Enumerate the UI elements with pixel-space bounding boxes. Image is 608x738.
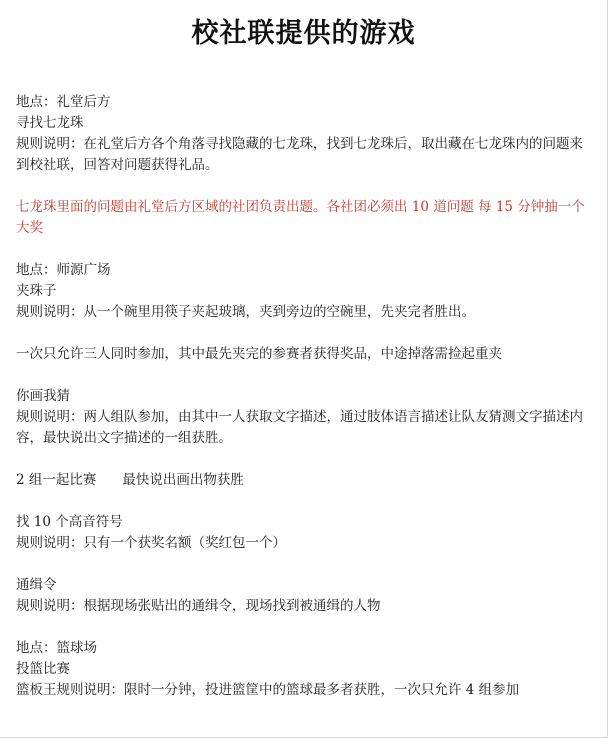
section-basketball xyxy=(16,638,590,701)
section-wanted xyxy=(16,575,590,617)
game-name: 通缉令 xyxy=(16,577,57,593)
rules-text: 规则说明：根据现场张贴出的通缉令，现场找到被通缉的人物 xyxy=(16,598,381,614)
page-title: 校社联提供的游戏 xyxy=(191,18,416,49)
game-name: 投篮比赛 xyxy=(16,661,70,677)
rules-text: 规则说明：从一个碗里用筷子夹起玻璃，夹到旁边的空碗里，先夹完者胜出。 xyxy=(16,304,475,320)
location-label: 地点：礼堂后方 xyxy=(16,94,111,110)
section-chopsticks xyxy=(16,260,590,323)
highlight-note: 七龙珠里面的问题由礼堂后方区域的社团负责出题。各社团必须出 10 道问题 每 15 分钟抽一个大奖 xyxy=(16,199,585,236)
note-text xyxy=(16,470,590,491)
location-label: 地点：篮球场 xyxy=(16,640,97,656)
note-part-b: 最快说出画出物获胜 xyxy=(122,472,244,488)
section-dragon-balls-note xyxy=(16,197,590,239)
note-text: 一次只允许三人同时参加，其中最先夹完的参赛者获得奖品，中途掉落需捡起重夹 xyxy=(16,346,502,362)
rules-text: 规则说明：在礼堂后方各个角落寻找隐藏的七龙珠，找到七龙珠后，取出藏在七龙珠内的问题来到校社联，回答对问题获得礼品。 xyxy=(16,136,583,173)
section-dragon-balls xyxy=(16,92,590,176)
section-pictionary xyxy=(16,386,590,449)
game-name: 寻找七龙珠 xyxy=(16,115,84,131)
location-label: 地点：师源广场 xyxy=(16,262,111,278)
game-name: 夹珠子 xyxy=(16,283,57,299)
section-pictionary-note xyxy=(16,470,590,491)
section-chopsticks-note xyxy=(16,344,590,365)
note-part-a: 2 组一起比赛 xyxy=(16,472,97,488)
game-name: 你画我猜 xyxy=(16,388,70,404)
section-high-notes xyxy=(16,512,590,554)
rules-text: 规则说明：两人组队参加，由其中一人获取文字描述，通过肢体语言描述让队友猜测文字描述内容，最快说出文字描述的一组获胜。 xyxy=(16,409,583,446)
document-body xyxy=(16,92,590,722)
rules-text: 篮板王规则说明：限时一分钟，投进篮筐中的篮球最多者获胜，一次只允许 4 组参加 xyxy=(16,682,520,698)
game-name: 找 10 个高音符号 xyxy=(16,514,123,530)
rules-text: 规则说明：只有一个获奖名额（奖红包一个） xyxy=(16,535,286,551)
